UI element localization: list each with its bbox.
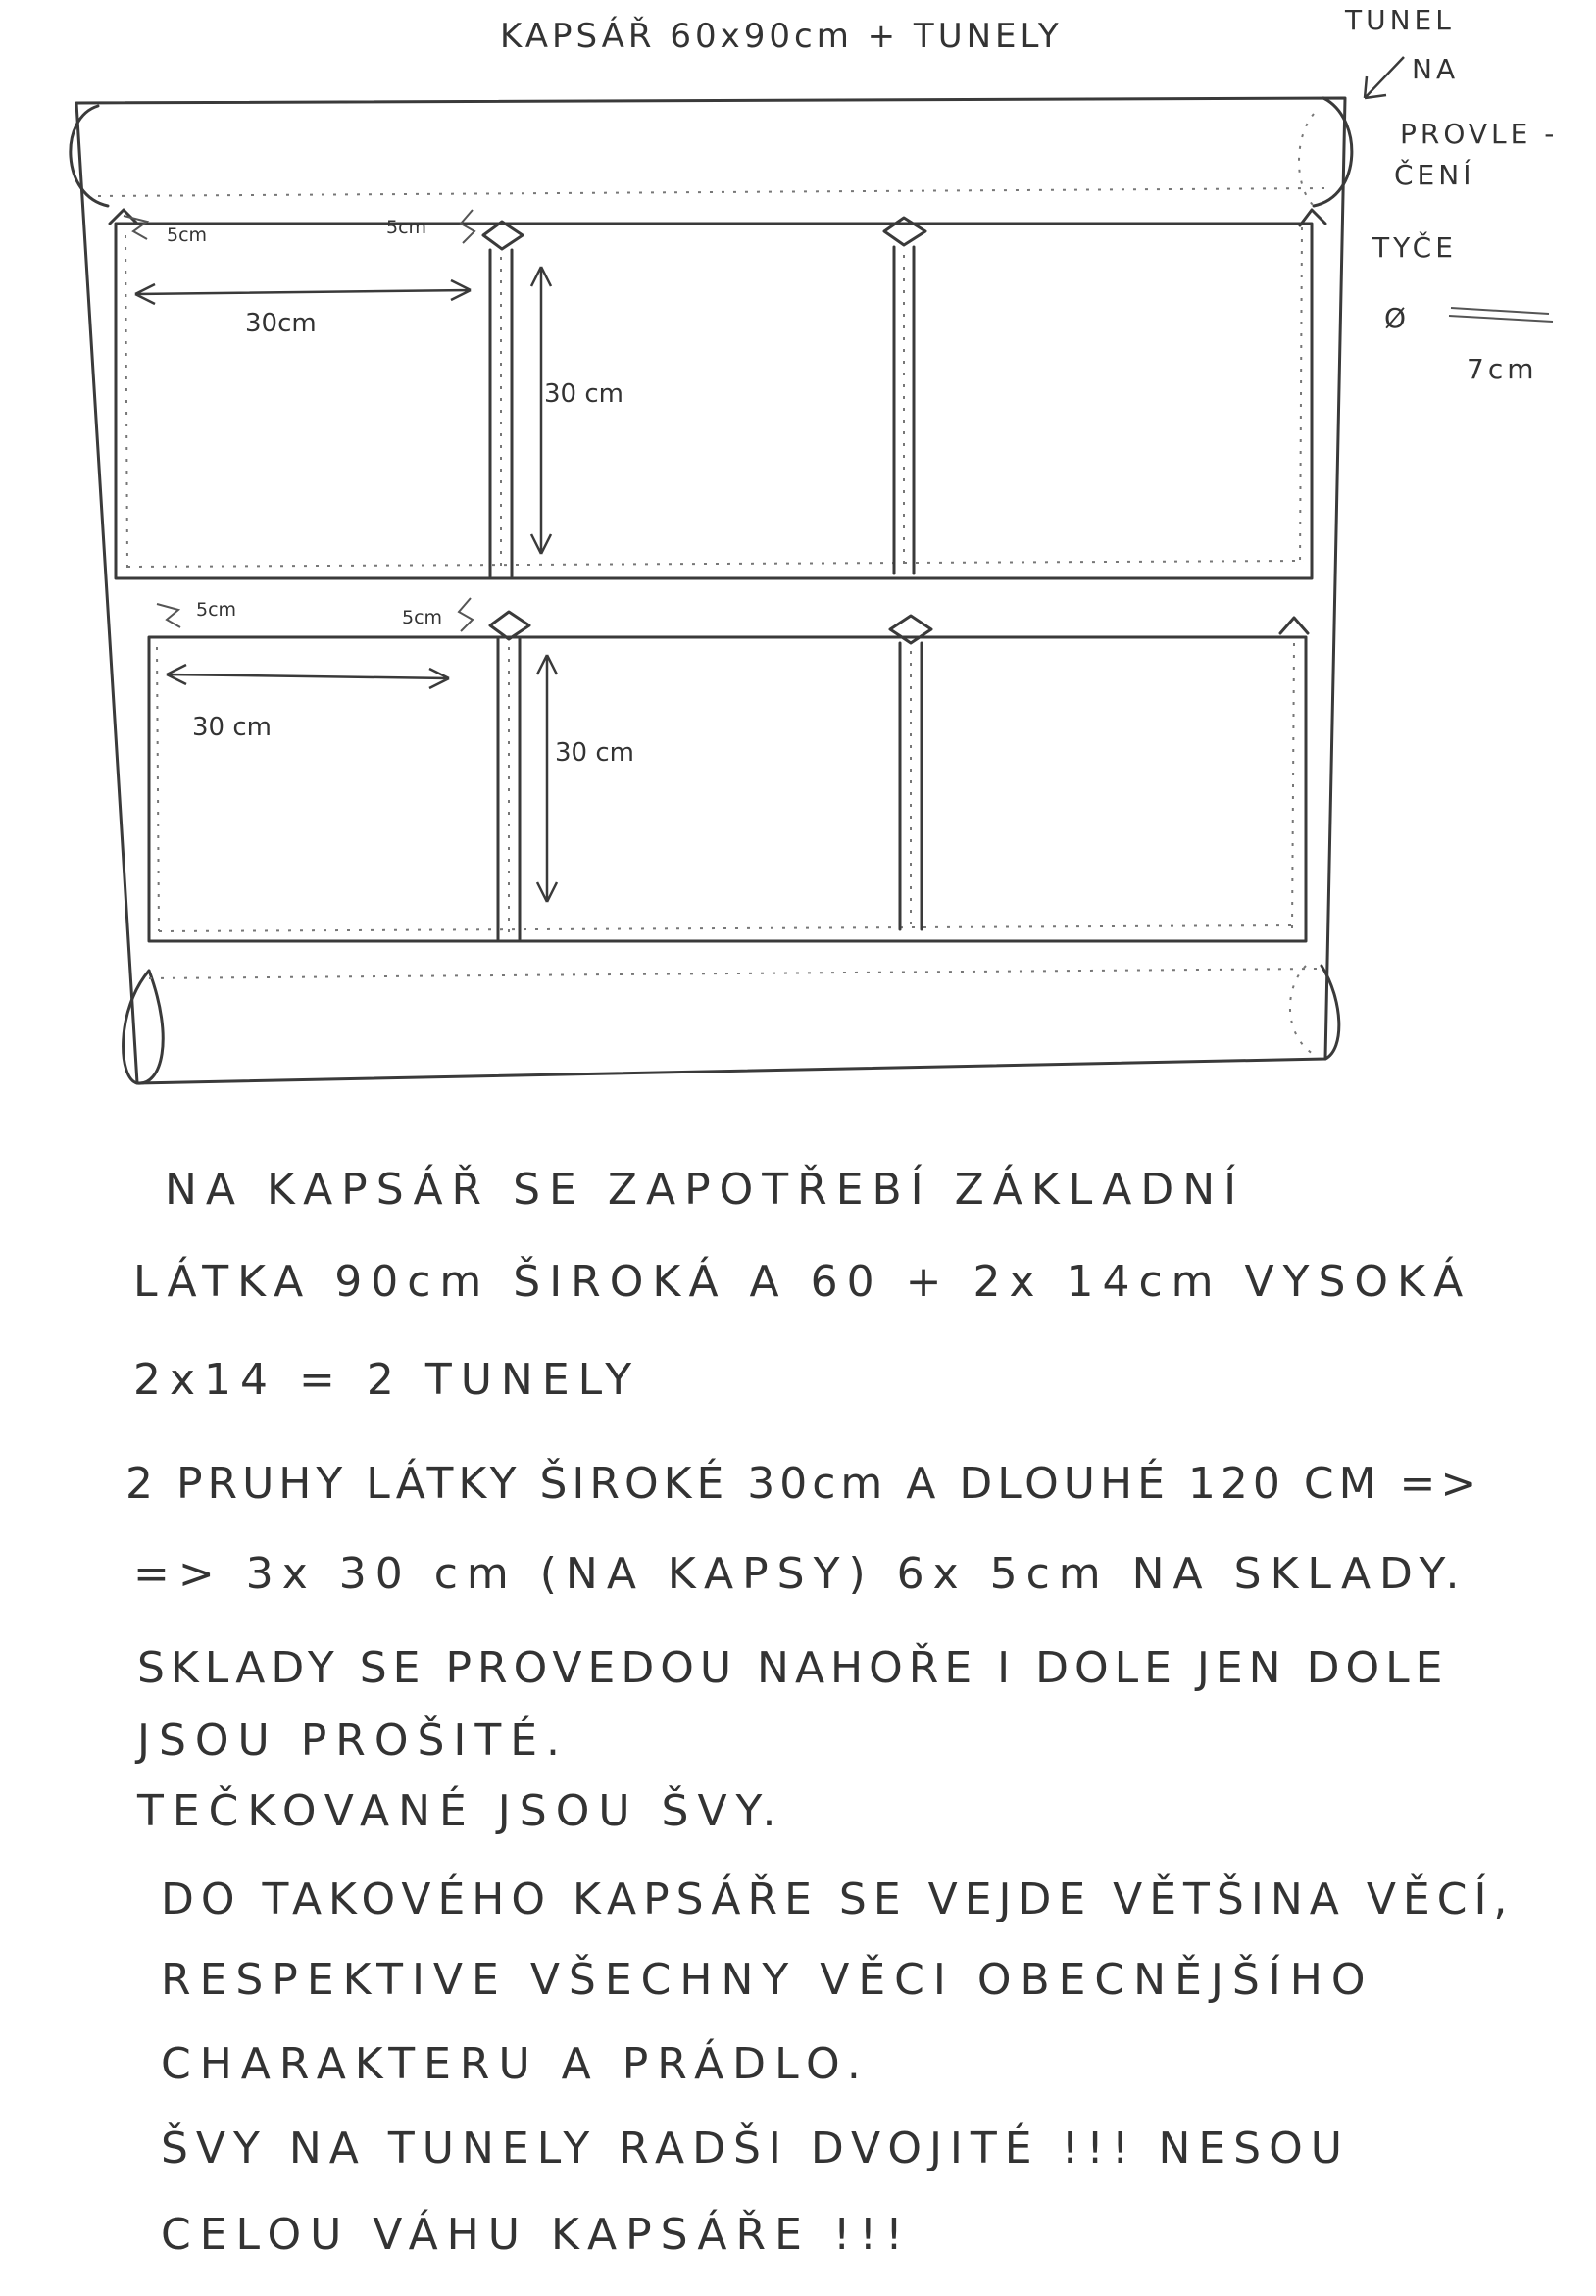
svg-text:30cm: 30cm bbox=[245, 309, 317, 338]
tunnel-loop-top-left bbox=[71, 106, 108, 206]
note-line: JSOU PROŠITÉ. bbox=[137, 1716, 570, 1766]
note-line: CELOU VÁHU KAPSÁŘE !!! bbox=[161, 2210, 912, 2260]
note-line: LÁTKA 90cm ŠIROKÁ A 60 + 2x 14cm VYSOKÁ bbox=[133, 1257, 1472, 1307]
note-line: => 3x 30 cm (NA KAPSY) 6x 5cm NA SKLADY. bbox=[133, 1549, 1469, 1599]
organizer-outline bbox=[76, 98, 1345, 1083]
dim-width-lower bbox=[167, 665, 449, 742]
note-line: 2x14 = 2 TUNELY bbox=[133, 1355, 641, 1405]
pocket-row-lower-seam-right bbox=[1292, 643, 1294, 929]
note-line: TEČKOVANÉ JSOU ŠVY. bbox=[137, 1786, 785, 1836]
note-line: DO TAKOVÉHO KAPSÁŘE SE VEJDE VĚTŠINA VĚCÍ, bbox=[161, 1874, 1515, 1924]
svg-text:30 cm: 30 cm bbox=[192, 713, 272, 742]
rod-symbol: Ø bbox=[1384, 302, 1411, 334]
tunnel-seam-bottom bbox=[149, 969, 1318, 978]
lower-divider-2 bbox=[890, 616, 931, 929]
pocket-row-upper-seam-left bbox=[125, 235, 127, 569]
note-line: SKLADY SE PROVEDOU NAHOŘE I DOLE JEN DOLE bbox=[137, 1643, 1449, 1693]
fold-label-lower-right bbox=[402, 598, 473, 631]
side-note-line: NA bbox=[1412, 53, 1460, 85]
upper-divider-1 bbox=[483, 222, 523, 576]
lower-corner-fold-right bbox=[1280, 618, 1308, 633]
svg-text:5cm: 5cm bbox=[167, 225, 208, 246]
pocket-row-upper-seam-bottom bbox=[127, 561, 1304, 567]
dim-width-upper bbox=[135, 280, 471, 338]
rod-size: 7cm bbox=[1467, 353, 1538, 385]
lower-divider-1 bbox=[490, 612, 529, 939]
side-note-line: TYČE bbox=[1372, 231, 1457, 264]
note-line: RESPEKTIVE VŠECHNY VĚCI OBECNĚJŠÍHO bbox=[161, 1955, 1374, 2005]
note-line: CHARAKTERU A PRÁDLO. bbox=[161, 2039, 870, 2089]
side-note-line: ČENÍ bbox=[1394, 159, 1475, 191]
svg-text:30 cm: 30 cm bbox=[555, 738, 634, 768]
dim-height-upper bbox=[531, 267, 623, 554]
upper-divider-2 bbox=[884, 218, 925, 574]
tunnel-seam-top bbox=[98, 188, 1325, 196]
side-note bbox=[1344, 4, 1558, 385]
svg-text:5cm: 5cm bbox=[402, 607, 443, 628]
note-line: ŠVY NA TUNELY RADŠI DVOJITÉ !!! NESOU bbox=[161, 2123, 1350, 2173]
svg-text:5cm: 5cm bbox=[386, 217, 427, 238]
dim-height-lower bbox=[537, 655, 634, 902]
pocket-row-upper bbox=[116, 224, 1312, 578]
pocket-row-lower-seam-left bbox=[157, 647, 159, 931]
side-note-line: TUNEL bbox=[1345, 4, 1455, 36]
pocket-row-lower bbox=[149, 637, 1306, 941]
pocket-row-upper-seam-right bbox=[1300, 227, 1302, 567]
side-note-line: PROVLE - bbox=[1400, 118, 1559, 150]
pocket-row-lower-seam-bottom bbox=[159, 925, 1294, 931]
tunnel-seam-bottom-right-loop bbox=[1290, 966, 1318, 1057]
note-line: NA KAPSÁŘ SE ZAPOTŘEBÍ ZÁKLADNÍ bbox=[165, 1165, 1246, 1215]
diagram-title: KAPSÁŘ 60x90cm + TUNELY bbox=[500, 17, 1063, 56]
side-note-arrow bbox=[1365, 57, 1404, 98]
note-line: 2 PRUHY LÁTKY ŠIROKÉ 30cm A DLOUHÉ 120 CM => bbox=[125, 1459, 1482, 1509]
fold-label-upper-right bbox=[386, 210, 474, 243]
svg-text:30 cm: 30 cm bbox=[544, 379, 623, 409]
tunnel-loop-bottom-left bbox=[124, 971, 164, 1083]
tunnel-loop-bottom-right bbox=[1322, 966, 1339, 1059]
tunnel-seam-top-right-loop bbox=[1299, 114, 1314, 206]
fold-label-lower-left bbox=[157, 599, 236, 627]
strikethrough bbox=[1449, 308, 1553, 322]
svg-text:5cm: 5cm bbox=[196, 599, 237, 621]
